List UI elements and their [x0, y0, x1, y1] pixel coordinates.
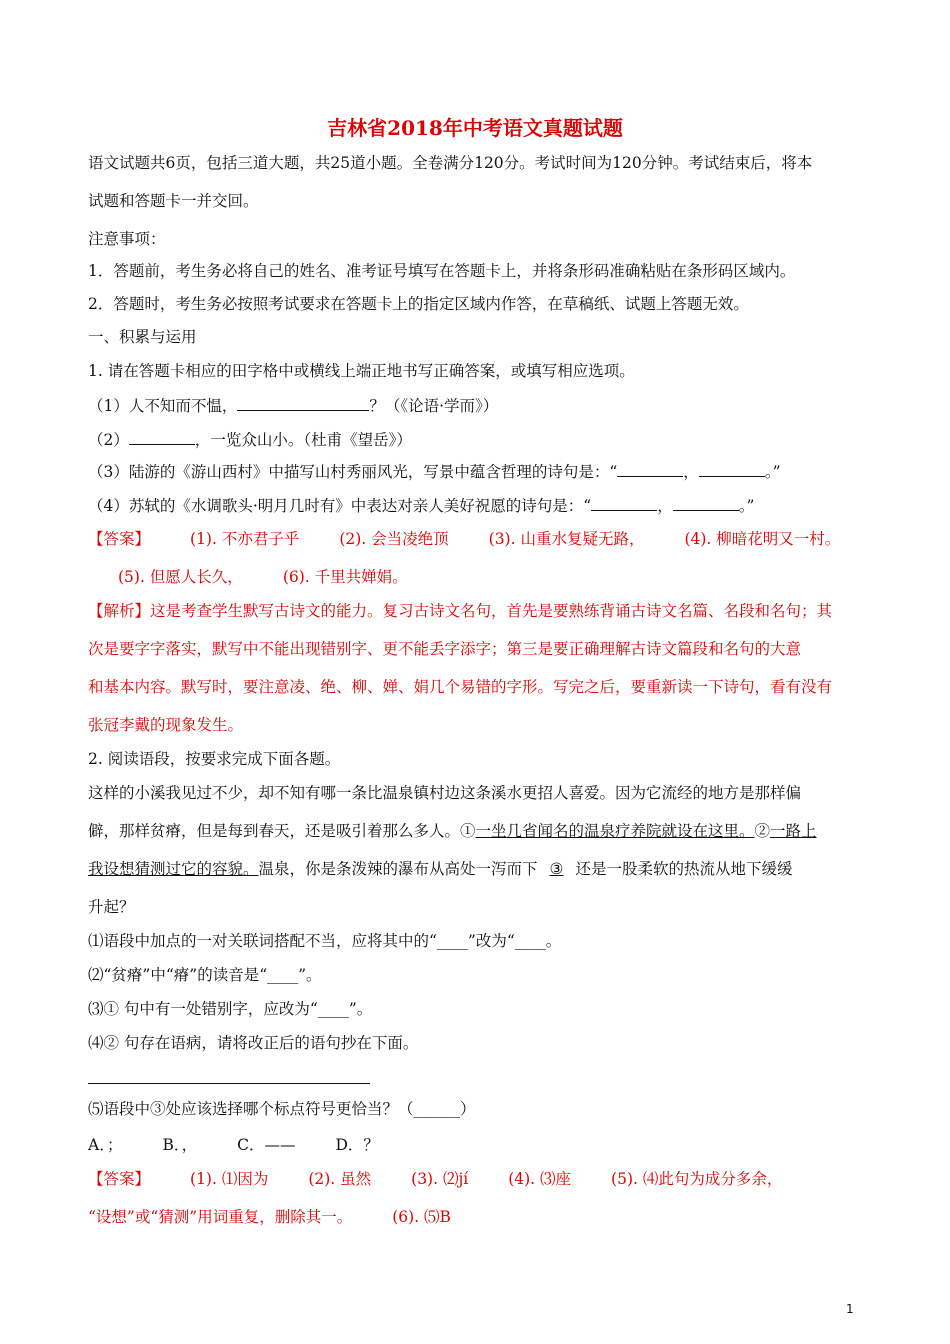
answer-item: (2). 虽然 [308, 1170, 372, 1188]
blank-3-marker: ③ [549, 860, 564, 878]
option-a: A．； [88, 1136, 123, 1154]
q1-part-3 [88, 460, 781, 483]
q2-stem: 2. 阅读语段，按要求完成下面各题。 [88, 750, 341, 768]
q1-part-2-prefix: （2） [88, 431, 129, 449]
sentence-1-underlined: 一坐几省闻名的温泉疗养院就设在这里。 [475, 822, 755, 840]
answer-blank [129, 428, 195, 445]
q2-answer-line-2 [88, 1206, 451, 1228]
option-c: C．—— [237, 1136, 296, 1154]
page-number: 1 [846, 1302, 854, 1316]
q1-answer-line-1 [88, 528, 840, 550]
q2-subquestion-5: ⑸语段中③处应该选择哪个标点符号更恰当？（______） [88, 1100, 476, 1118]
option-b: B．， [162, 1136, 198, 1154]
paragraph-text: 温泉，你是条泼辣的瀑布从高处一泻而下 [258, 860, 538, 878]
answer-item: “设想”或“猜测”用词重复，删除其一。 [88, 1208, 353, 1226]
q2-paragraph-line-2 [88, 820, 817, 842]
q1-analysis-line-1 [88, 600, 832, 622]
q1-part-1-prefix: （1）人不知而不愠， [88, 397, 238, 415]
q1-part-2-suffix: ，一览众山小。（杜甫《望岳》） [194, 431, 412, 449]
q1-part-4-sep: ， [657, 497, 673, 515]
answer-item: (4). 柳暗花明又一村。 [684, 530, 841, 548]
q2-answer-line-1 [88, 1168, 782, 1190]
answer-blank [699, 460, 765, 477]
q1-part-1-suffix: ？（《论语·学而》） [369, 397, 499, 415]
q1-part-4-prefix: （4）苏轼的《水调歌头·明月几时有》中表达对亲人美好祝愿的诗句是：“ [88, 497, 592, 515]
q1-stem: 1. 请在答题卡相应的田字格中或横线上端正地书写正确答案，或填写相应选项。 [88, 362, 635, 380]
sentence-2-marker: ② [754, 822, 771, 840]
q2-options [88, 1134, 379, 1156]
answer-item: (1). 不亦君子乎 [190, 530, 300, 548]
answer-item: (2). 会当凌绝顶 [339, 530, 449, 548]
answer-blank [673, 494, 739, 511]
answer-item: (3). 山重水复疑无路， [488, 530, 645, 548]
q1-analysis-line-4: 张冠李戴的现象发生。 [88, 716, 244, 734]
answer-item: (3). ⑵jí [411, 1170, 469, 1188]
q1-answer-line-2 [118, 566, 408, 588]
sentence-2-underlined: 一路上 [770, 822, 817, 840]
q2-subquestion-2: ⑵“贫瘠”中“瘠”的读音是“____”。 [88, 966, 322, 984]
q1-part-3-sep: ， [683, 463, 699, 481]
answer-line [88, 1083, 370, 1084]
q1-part-3-suffix: 。” [764, 463, 781, 481]
q1-part-3-prefix: （3）陆游的《游山西村》中描写山村秀丽风光，写景中蕴含哲理的诗句是：“ [88, 463, 618, 481]
q1-part-4 [88, 494, 754, 517]
analysis-tag: 【解析】 [88, 602, 151, 620]
answer-item: (6). ⑸B [392, 1208, 451, 1226]
answer-item: (6). 千里共婵娟。 [282, 568, 408, 586]
answer-blank [237, 394, 369, 411]
answer-blank [617, 460, 683, 477]
q2-subquestion-1: ⑴语段中加点的一对关联词搭配不当，应将其中的“____”改为“____。 [88, 932, 562, 950]
q1-part-2 [88, 428, 412, 451]
q2-subquestion-3: ⑶① 句中有一处错别字，应改为“____”。 [88, 1000, 373, 1018]
answer-blank [591, 494, 657, 511]
sentence-2-underlined: 我设想猜测过它的容貌。 [88, 860, 259, 878]
q2-paragraph-line-3 [88, 858, 792, 880]
answer-item: (5). ⑷此句为成分多余， [611, 1170, 783, 1188]
notice-item-2: 2．答题时，考生务必按照考试要求在答题卡上的指定区域内作答，在草稿纸、试题上答题无效。 [88, 295, 749, 313]
answer-tag: 【答案】 [88, 1170, 151, 1188]
q1-part-4-suffix: 。” [738, 497, 755, 515]
intro-line-2: 试题和答题卡一并交回。 [88, 192, 259, 210]
answer-item: (1). ⑴因为 [190, 1170, 269, 1188]
option-d: D．？ [335, 1136, 379, 1154]
q1-analysis-line-3: 和基本内容。默写时，要注意凌、绝、柳、婵、娟几个易错的字形。写完之后，要重新读一下诗句，看有没有 [88, 678, 833, 696]
answer-item: (5). 但愿人长久， [118, 568, 243, 586]
answer-tag: 【答案】 [88, 530, 151, 548]
paragraph-text: 还是一股柔软的热流从地下缓缓 [575, 860, 793, 878]
paragraph-text: 僻，那样贫瘠，但是每到春天，还是吸引着那么多人。① [88, 822, 476, 840]
section-heading: 一、积累与运用 [88, 328, 197, 346]
answer-item: (4). ⑶座 [508, 1170, 572, 1188]
notice-item-1: 1．答题前，考生务必将自己的姓名、准考证号填写在答题卡上，并将条形码准确粘贴在条形码区域内。 [88, 262, 796, 280]
q2-paragraph-line-4: 升起？ [88, 898, 135, 916]
analysis-text: 这是考查学生默写古诗文的能力。复习古诗文名句，首先是要熟练背诵古诗文名篇、名段和名句；其 [150, 602, 833, 620]
page-title: 吉林省2018年中考语文真题试题 [327, 116, 623, 140]
notice-heading: 注意事项： [88, 230, 166, 248]
q1-part-1 [88, 394, 498, 417]
q2-subquestion-4: ⑷② 句存在语病，请将改正后的语句抄在下面。 [88, 1034, 419, 1052]
intro-line-1: 语文试题共6页，包括三道大题，共25道小题。全卷满分120分。考试时间为120分钟。考试结束后，将本 [88, 154, 813, 172]
q1-analysis-line-2: 次是要字字落实，默写中不能出现错别字、更不能丢字添字；第三是要正确理解古诗文篇段和名句的大意 [88, 640, 802, 658]
q2-paragraph-line-1: 这样的小溪我见过不少，却不知有哪一条比温泉镇村边这条溪水更招人喜爱。因为它流经的地方是那样偏 [88, 784, 802, 802]
